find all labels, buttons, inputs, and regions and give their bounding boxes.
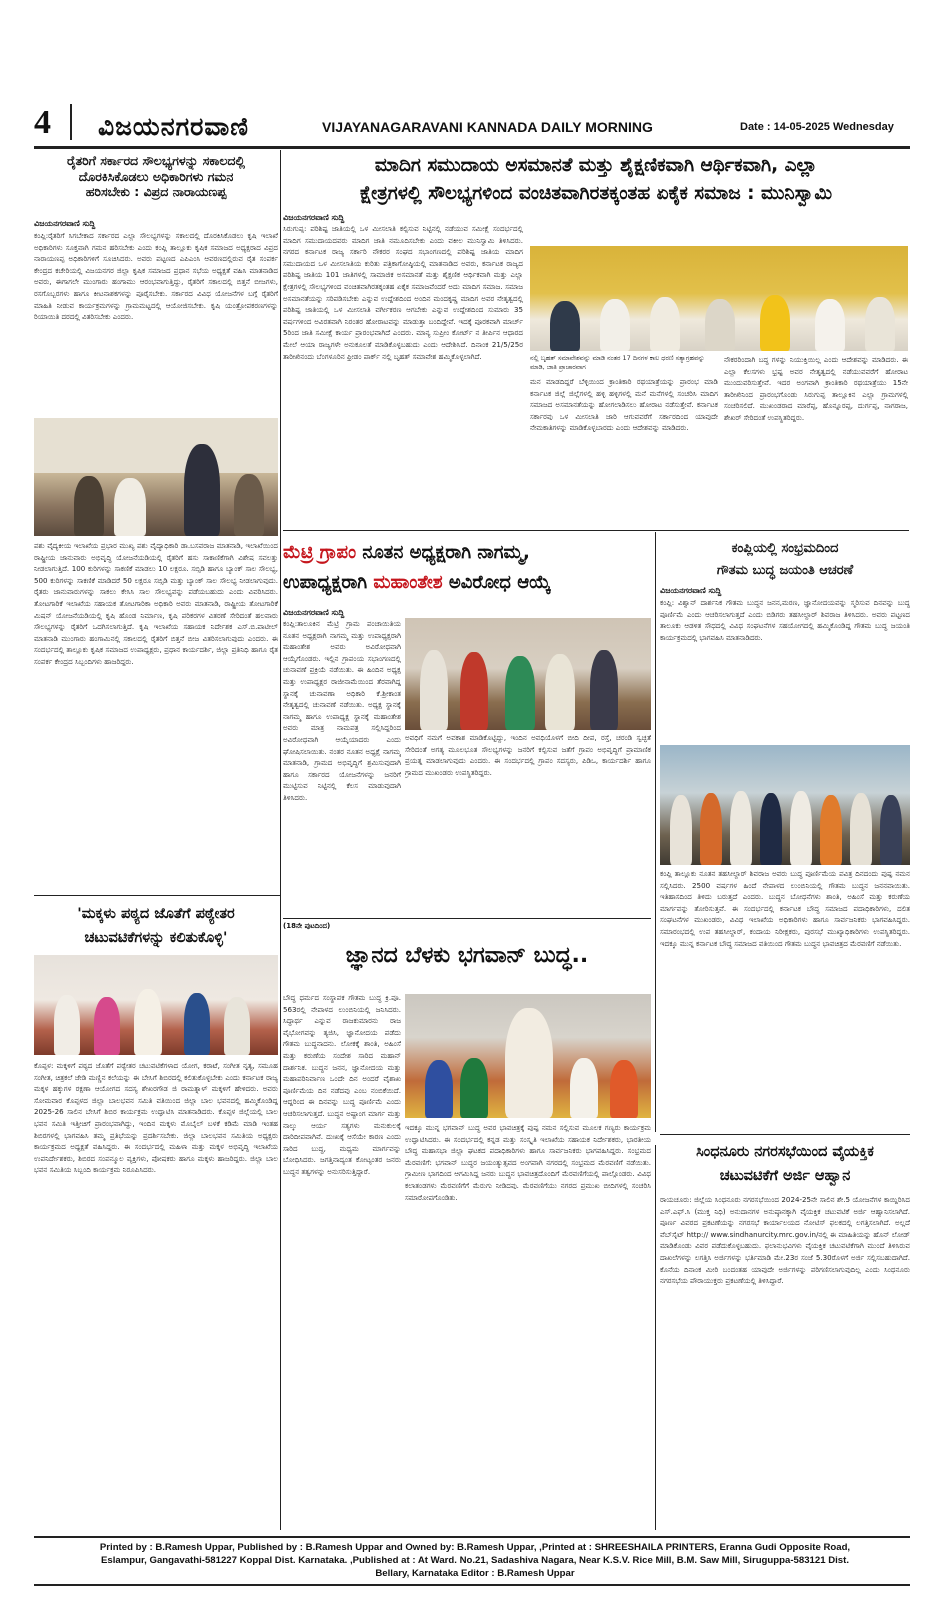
headline-text: ನೂತನ ಅಧ್ಯಕ್ಷರಾಗಿ xyxy=(356,542,478,563)
headline-place: ಮೆಟ್ರಿ ಗ್ರಾಪಂ xyxy=(283,542,357,563)
article-buddha-light-headline: ಜ್ಞಾನದ ಬೆಳಕು ಭಗವಾನ್ ಬುದ್ಧ.. xyxy=(345,943,589,968)
article-body: ಕಂಪ್ಲಿ:ತಾಲೂಕಿನ ಮೆಟ್ರಿ ಗ್ರಾಮ ಪಂಚಾಯಿತಿಯ ನೂತನ ಅಧ್ಯಕ್ಷರಾಗಿ ನಾಗಮ್ಮ ಮತ್ತು ಉಪಾಧ್ಯಕ್ಷರಾಗಿ ಮಹಾಂತೇಶ ಅವರು ಅವಿರೋಧವಾಗಿ ಆಯ್ಕೆಗೊಂಡರು. ಇಲ್ಲಿನ ಗ್ರಾಪಂಯ ಸಭಾಂಗಣದಲ್ಲಿ ಚುನಾವಣೆ ಪ್ರಕ್ರಿಯೆ ನಡೆಯಿತು. ಈ ಹಿಂದಿನ ಅಧ್ಯಕ್ಷ ಮತ್ತು ಉಪಾಧ್ಯಕ್ಷರ ರಾಜೀನಾಮೆಯಿಂದ ತೆರವಾಗಿದ್ದ ಸ್ಥಾನಕ್ಕೆ ಚುನಾವಣಾ ಅಧಿಕಾರಿ ಕೆ.ಶ್ರೀಕಾಂತ ನೇತೃತ್ವದಲ್ಲಿ ಚುನಾವಣೆ ನಡೆಯಿತು. ಅಧ್ಯಕ್ಷ ಸ್ಥಾನಕ್ಕೆ ನಾಗಮ್ಮ ಹಾಗೂ ಉಪಾಧ್ಯಕ್ಷ ಸ್ಥಾನಕ್ಕೆ ಮಹಾಂತೇಶ ಅವರು ಮಾತ್ರ ನಾಮಪತ್ರ ಸಲ್ಲಿಸಿದ್ದರಿಂದ ಅವಿರೋಧವಾಗಿ ಆಯ್ಕೆಯಾದರು ಎಂದು ಘೋಷಿಸಲಾಯಿತು. ನಂತರ ನೂತನ ಅಧ್ಯಕ್ಷೆ ನಾಗಮ್ಮ ಮಾತನಾಡಿ, ಗ್ರಾಮದ ಅಭಿವೃದ್ಧಿಗೆ ಶ್ರಮಿಸುವುದಾಗಿ ಹಾಗೂ ಸರ್ಕಾರದ ಯೋಜನೆಗಳನ್ನು ಜನರಿಗೆ ಮುಟ್ಟಿಸುವ ನಿಟ್ಟಿನಲ್ಲಿ ಕೆಲಸ ಮಾಡುವುದಾಗಿ ತಿಳಿಸಿದರು. xyxy=(283,619,401,802)
column-divider-left xyxy=(280,150,281,1530)
headline-line: ಸಿಂಧನೂರು ನಗರಸಭೆಯಿಂದ ವೈಯಕ್ತಿಕ xyxy=(696,1144,874,1160)
article-body: ರಾಯಚೂರು: ಜಿಲ್ಲೆಯ ಸಿಂಧನೂರು ನಗರಸಭೆಯಿಂದ 2024-25ನೇ ಸಾಲಿನ ಶೇ.5 ಯೋಜನೆಗಳ ಕಾಯ್ದಿರಿಸಿದ ಎಸ್.ಎಫ್.ಸಿ (ಮುಕ್ತ ನಿಧಿ) ಅನುದಾನಗಳ ಅನುಷ್ಠಾನಕ್ಕಾಗಿ ವೈಯಕ್ತಿಕ ಚಟುವಟಿಕೆ ಅರ್ಜಿ ಆಹ್ವಾನಿಸಲಾಗಿದೆ. ಪೂರ್ಣ ವಿವರದ ಪ್ರಕಟಣೆಯನ್ನು ನಗರಸಭೆ ಕಾರ್ಯಾಲಯದ ನೋಟಿಸ್ ಫಲಕದಲ್ಲಿ ಲಗತ್ತಿಸಲಾಗಿದೆ. ಅಲ್ಲದೆ ವೆಬ್‌ಸೈಟ್ http:// www.sindhanurcity.mrc.gov.in/ನಲ್ಲಿ ಈ ಮಾಹಿತಿಯನ್ನು ಹೊನ್ ಲೋಡ್ ಮಾಡಿಕೊಂಡು ವಿವರ ಪಡೆದುಕೊಳ್ಳಬಹುದು. ಫಲಾನುಭವಿಗಳು ವೈಯಕ್ತಿಕ ಚಟುವಟಿಕೆಗಾಗಿ ಮುಂದೆ ತಿಳಿಸಿರುವ ದಾಖಲೆಗಳನ್ನು ಲಗತ್ತಿಸಿ ಅರ್ಜಿಗಳನ್ನು ಭರ್ತಿಮಾಡಿ ಮೇ.23ರ ಸಂಜೆ 5.30ರೊಳಗೆ ಅರ್ಜಿ ಸಲ್ಲಿಸಬಹುದಾಗಿದೆ. ಕೊನೆಯ ದಿನಾಂಕ ಮೀರಿ ಬಂದಂತಹ ಯಾವುದೇ ಅರ್ಜಿಗಳನ್ನು ಪರಿಗಣಿಸಲಾಗುವುದಿಲ್ಲ ಎಂದು ಸಿಂಧನೂರು ನಗರಸಭೆಯ ಪೌರಾಯುಕ್ತರು ಪ್ರಕಟಣೆಯಲ್ಲಿ ತಿಳಿಸಿದ್ದಾರೆ. xyxy=(660,1195,910,1286)
headline-line: ಗೌತಮ ಬುದ್ಧ ಜಯಂತಿ ಆಚರಣೆ xyxy=(716,563,854,578)
article-metri-headline xyxy=(283,538,651,598)
headline-line: ಹರಿಸಬೇಕು : ವಿಪ್ರದ ನಾರಾಯಣಪ್ಪ xyxy=(85,184,227,200)
section-rule xyxy=(283,530,909,531)
headline-name: ನಾಗಮ್ಮ, xyxy=(477,542,530,563)
section-rule xyxy=(34,895,280,896)
dateline: ವಿಜಯನಗರವಾಣಿ ಸುದ್ದಿ xyxy=(283,213,345,222)
article-body: ಕೊಪ್ಪಳ: ಮಕ್ಕಳಿಗೆ ಪಠ್ಯದ ಜೊತೆಗೆ ಪಠ್ಯೇತರ ಚಟುವಟಿಕೆಗಳಾದ ಯೋಗ, ಕರಾಟೆ, ಸಂಗೀತ ನೃತ್ಯ, ಸಮೂಹ ಸಂಗೀತ, ಚಿತ್ರಕಲೆ ಜೇಡಿ ಮಣ್ಣಿನ ಕಲೆಯನ್ನು ಈ ಬೇಸಿಗೆ ಶಿಬಿರದಲ್ಲಿ ಕಲಿತುಕೊಳ್ಳಬೇಕು ಎಂದು ಕರ್ನಾಟಕ ರಾಜ್ಯ ಮಕ್ಕಳ ಹಕ್ಕುಗಳ ರಕ್ಷಣಾ ಆಯೋಗದ ಸದಸ್ಯ ಶೇಖರಗೌಡ ಜಿ ರಾಮತ್ನಾಳ್ ಮಕ್ಕಳಿಗೆ ಹೇಳಿದರು. ಅವರು ಸೋಮವಾರ ಕೊಪ್ಪಳದ ಜಿಲ್ಲಾ ಬಾಲಭವನ ಸಮಿತಿ ವತಿಯಿಂದ ಜಿಲ್ಲಾ ಬಾಲ ಭವನದಲ್ಲಿ ಹಮ್ಮಿಕೊಂಡಿದ್ದ 2025-26 ಸಾಲಿನ ಬೇಸಿಗೆ ಶಿಬಿರ ಕಾರ್ಯಕ್ರಮ ಉದ್ಘಾಟಿಸಿ ಮಾತನಾಡಿದರು. ಕೊಪ್ಪಳ ಜಿಲ್ಲೆಯಲ್ಲಿ ಬಾಲ ಭವನ ಸಮಿತಿ ಇತ್ತೀಚಿಗೆ ಪ್ರಾರಂಭವಾಗಿದ್ದು, ಇಂದಿನ ಮಕ್ಕಳು ಮೊಬೈಲ್ ಬಳಕೆ ಕಡಿಮೆ ಮಾಡಿ ಇಂತಹ ಶಿಬಿರಗಳಲ್ಲಿ ಭಾಗವಹಿಸಿ ತಮ್ಮ ಪ್ರತಿಭೆಯನ್ನು ಪ್ರದರ್ಶಿಸಬೇಕು. ಜಿಲ್ಲಾ ಬಾಲಭವನ ಸಮಿತಿಯ ಅಧ್ಯಕ್ಷರು ಕಾರ್ಯಕ್ರಮದ ಅಧ್ಯಕ್ಷತೆ ವಹಿಸಿದ್ದರು. ಈ ಸಂದರ್ಭದಲ್ಲಿ ಮಹಿಳಾ ಮತ್ತು ಮಕ್ಕಳ ಅಭಿವೃದ್ಧಿ ಇಲಾಖೆಯ ಉಪನಿರ್ದೇಶಕರು, ಶಿಬಿರದ ಸಂಪನ್ಮೂಲ ವ್ಯಕ್ತಿಗಳು, ಪೋಷಕರು ಹಾಗೂ ಮಕ್ಕಳು ಹಾಜರಿದ್ದರು. ಜಿಲ್ಲಾ ಬಾಲ ಭವನ ಸಮಿತಿಯ ಸಿಬ್ಬಂದಿ ಕಾರ್ಯಕ್ರಮ ನಿರೂಪಿಸಿದರು. xyxy=(34,1061,278,1175)
section-rule xyxy=(660,1134,910,1135)
headline-line xyxy=(283,568,651,598)
footer-line: Eslampur, Gangavathi-581227 Koppal Dist. Karnataka. ,Published at : At Ward. No.21, Sadashiva Nagara, Near K.S.V. Rice Mill, B.M. Saw Mill, Siruguppa-583121 Dist. xyxy=(100,1555,849,1566)
headline-line: ರೈತರಿಗೆ ಸರ್ಕಾರದ ಸೌಲಭ್ಯಗಳನ್ನು ಸಕಾಲದಲ್ಲಿ xyxy=(67,153,245,168)
photo-summer-camp xyxy=(34,955,278,1055)
footer-line: Bellary, Karnataka Editor : B.Ramesh Uppar xyxy=(375,1568,575,1579)
article-madiga-headline xyxy=(283,152,909,208)
footer-rule xyxy=(34,1536,910,1538)
masthead-divider xyxy=(70,104,72,140)
page-number: 4 xyxy=(34,104,51,141)
headline-text: ಉಪಾಧ್ಯಕ್ಷರಾಗಿ xyxy=(283,572,374,593)
photo-press-meet xyxy=(530,246,908,351)
kicker: (18ನೇ ಪುಟದಿಂದ) xyxy=(283,922,331,930)
headline-line: ಮಾದಿಗ ಸಮುದಾಯ ಅಸಮಾನತೆ ಮತ್ತು ಶೈಕ್ಷಣಿಕವಾಗಿ ಆರ್ಥಿಕವಾಗಿ, ಎಲ್ಲಾ xyxy=(374,155,818,176)
headline-line: ಕ್ಷೇತ್ರಗಳಲ್ಲಿ ಸೌಲಭ್ಯಗಳಿಂದ ವಂಚಿತವಾಗಿರತಕ್ಕಂತಹ ಏಕೈಕ ಸಮಾಜ : ಮುನಿಸ್ವಾಮಿ xyxy=(359,183,833,204)
article-body-continued: ಅವಧಿಗೆ ನಮಗೆ ಅವಕಾಶ ಮಾಡಿಕೊಟ್ಟಿದ್ದು, ಇಂದಿನ ಅವಧಿಯೊಳಗೆ ಬೀದಿ ದೀಪ, ರಸ್ತೆ, ಚರಂಡಿ ಸ್ವಚ್ಛತೆ ಸೇರಿದಂತೆ ಅಗತ್ಯ ಮೂಲಭೂತ ಸೌಲಭ್ಯಗಳನ್ನು ಜನರಿಗೆ ಕಲ್ಪಿಸುವ ಜತೆಗೆ ಗ್ರಾಪಂ ಅಭಿವೃದ್ಧಿಗೆ ಪ್ರಾಮಾಣಿಕ ಪ್ರಯತ್ನ ಮಾಡಲಾಗುವುದು ಎಂದರು. ಈ ಸಂದರ್ಭದಲ್ಲಿ ಗ್ರಾಪಂ ಸದಸ್ಯರು, ಪಿಡಿಒ, ಕಾರ್ಯದರ್ಶಿ ಹಾಗೂ ಗ್ರಾಮದ ಮುಖಂಡರು ಉಪಸ್ಥಿತರಿದ್ದರು. xyxy=(405,733,651,777)
masthead-subtitle: VIJAYANAGARAVANI KANNADA DAILY MORNING xyxy=(322,119,653,135)
headline-line: ಚಟುವಟಿಕೆಗೆ ಅರ್ಜಿ ಆಹ್ವಾನ xyxy=(719,1168,851,1184)
photo-felicitation xyxy=(405,618,651,730)
article-body-continued: ಮನ ಮಾಡದಿದ್ದರೆ ಬೆಳ್ಳಿಯಿಂದ ಕ್ರಾಂತಿಕಾರಿ ರಥಯಾತ್ರೆಯನ್ನು ಪ್ರಾರಂಭ ಮಾಡಿ ಕರ್ನಾಟಕ ಜಿಲ್ಲೆ ಜಿಲ್ಲೆಗಳಲ್ಲಿ ಹಳ್ಳಿ ಹಳ್ಳಿಗಳಲ್ಲಿ ಮನೆ ಮನೆಗಳಲ್ಲಿ ಸಂಚರಿಸಿ ಮಾದಿಗ ಸಮಾಜದ ಅಸಮಾನತೆಯನ್ನು ಹೋಗಲಾಡಿಸಲು ಹೋರಾಟ ನಡೆಸುತ್ತೇವೆ. ಕರ್ನಾಟಕ ಸರ್ಕಾರವು ಒಳ ಮೀಸಲಾತಿ ಜಾರಿ ಆಗುವವರೆಗೆ ಸರ್ಕಾರದಿಂದ ಯಾವುದೇ ನೇಮಕಾತಿಗಳನ್ನು ಮಾಡಿಕೊಳ್ಳಬಾರದು ಎಂದು ಆದೇಶವನ್ನು ಮಾಡಿದರು. xyxy=(530,377,718,433)
headline-line: 'ಮಕ್ಕಳು ಪಠ್ಯದ ಜೊತೆಗೆ ಪಠ್ಯೇತರ xyxy=(77,906,235,922)
article-body-continued: ನೌಕರರಿಂದಾಗಿ ಬದ್ಧ ಗಳನ್ನು ನಿಯುಕ್ತಿಯಿಲ್ಲ ಎಂದು ಆದೇಶವನ್ನು ಮಾಡಿದರು. ಈ ಎಲ್ಲಾ ಕೆಲಸಗಳು ಭ್ರಷ್ಟ ಅವರ ನೇತೃತ್ವದಲ್ಲಿ ನಡೆಯುವವರೆಗೆ ಹೋರಾಟ ಮುಂದುವರಿಸುತ್ತೇವೆ. ಇದರ ಅಂಗವಾಗಿ ಕ್ರಾಂತಿಕಾರಿ ರಥಯಾತ್ರೆಯು 15ನೇ ತಾರೀಖಿನಿಂದ ಪ್ರಾರಂಭಗೊಂಡು ಸಿರುಗುಪ್ಪ ತಾಲ್ಲೂಕಿನ ಎಲ್ಲಾ ಗ್ರಾಮಗಳಲ್ಲಿ ಸಂಚರಿಸಲಿದೆ. ಮುಖಂಡರಾದ ಮಾರೆಪ್ಪ, ಹೊನ್ನೂರಪ್ಪ, ದುರ್ಗಪ್ಪ, ನಾಗರಾಜ, ಶೇಖರ್ ಸೇರಿದಂತೆ ಉಪಸ್ಥಿತರಿದ್ದರು. xyxy=(724,355,908,422)
article-body-continued: ಇದಕ್ಕೂ ಮುನ್ನ ಭಗವಾನ್ ಬುದ್ಧ ಅವರ ಭಾವಚಿತ್ರಕ್ಕೆ ಪುಷ್ಪ ನಮನ ಸಲ್ಲಿಸುವ ಮೂಲಕ ಗಣ್ಯರು ಕಾರ್ಯಕ್ರಮ ಉದ್ಘಾಟಿಸಿದರು. ಈ ಸಂದರ್ಭದಲ್ಲಿ ಕನ್ನಡ ಮತ್ತು ಸಂಸ್ಕೃತಿ ಇಲಾಖೆಯ ಸಹಾಯಕ ನಿರ್ದೇಶಕರು, ಭಾರತೀಯ ಬೌದ್ಧ ಮಹಾಸಭಾ ಜಿಲ್ಲಾ ಘಟಕದ ಪದಾಧಿಕಾರಿಗಳು ಹಾಗೂ ಸಾರ್ವಜನಿಕರು ಭಾಗವಹಿಸಿದ್ದರು. ಸಂಭ್ರಮದ ಮೆರವಣಿಗೆ: ಭಗವಾನ್ ಬುದ್ಧರ ಜಯಂತ್ಯುತ್ಸವದ ಅಂಗವಾಗಿ ನಗರದಲ್ಲಿ ಸಂಭ್ರಮದ ಮೆರವಣಿಗೆ ನಡೆಯಿತು. ಗ್ರಾಮೀಣ ಭಾಗದಿಂದ ಆಗಮಿಸಿದ್ದ ಜನರು ಬುದ್ಧನ ಭಾವಚಿತ್ರದೊಂದಿಗೆ ಮೆರವಣಿಗೆಯಲ್ಲಿ ಪಾಲ್ಗೊಂಡರು. ವಿವಿಧ ಕಲಾತಂಡಗಳು ಮೆರವಣಿಗೆಗೆ ಮೆರುಗು ನೀಡಿದವು. ಮೆರವಣಿಗೆಯು ನಗರದ ಪ್ರಮುಖ ಬೀದಿಗಳಲ್ಲಿ ಸಂಚರಿಸಿ ಸಮಾರೋಪಗೊಂಡಿತು. xyxy=(405,1123,651,1202)
article-body-continued: ಪಶು ವೈದ್ಯಕೀಯ ಇಲಾಖೆಯ ಪ್ರಭಾರ ಮುಖ್ಯ ಪಶು ವೈದ್ಯಾಧಿಕಾರಿ ಡಾ.ಬಸವರಾಜ ಮಾತನಾಡಿ, ಇಲಾಖೆಯಿಂದ ರಾಷ್ಟ್ರೀಯ ಜಾನುವಾರು ಅಭಿವೃದ್ಧಿ ಯೋಜನೆಯಡಿಯಲ್ಲಿ ರೈತರಿಗೆ ಹಸು ಸಾಕಾಣಿಕೆಗಾಗಿ ವಿಶೇಷ ಸವಲತ್ತು ನೀಡಲಾಗುತ್ತಿದೆ. 100 ಕುರಿಗಳನ್ನು ಸಾಕಣಿಕೆ ಮಾಡಲು 10 ಲಕ್ಷರೂ. ಸಬ್ಸಿಡಿ ಹಾಗೂ ಬ್ಯಾಂಕ್ ಸಾಲ ಸೌಲಭ್ಯ, 500 ಕುರಿಗಳನ್ನು ಸಾಕಣಿಕೆ ಮಾಡಿದರೆ 50 ಲಕ್ಷರೂ ಸಬ್ಸಿಡಿ ಮತ್ತು ಬ್ಯಾಂಕ್ ಸಾಲ ಸೌಲಭ್ಯ ನೀಡಲಾಗುವುದು. ರೈತರು ಜಾನುವಾರುಗಳನ್ನು ಸಾಕಲು ಕೇಸಿಸಿ ಸಾಲ ಸೌಲಭ್ಯವನ್ನು ಪಡೆಯಬಹುದು ಎಂದು ವಿವರಿಸಿದರು. ತೋಟಗಾರಿಕೆ ಇಲಾಖೆಯ ಸಹಾಯಕ ತೋಟಗಾರಿಕಾ ಅಧಿಕಾರಿ ಅವರು ಮಾತನಾಡಿ, ರಾಷ್ಟ್ರೀಯ ತೋಟಗಾರಿಕೆ ಮಿಷನ್ ಯೋಜನೆಯಡಿಯಲ್ಲಿ ಕೃಷಿ ಹೊಂಡ ನಿರ್ಮಾಣ, ಕೃಷಿ ಪರಿಕರಗಳ ವಿತರಣೆ ಸೇರಿದಂತೆ ಹಲವಾರು ಸೌಲಭ್ಯಗಳನ್ನು ರೈತರಿಗೆ ಒದಗಿಸಲಾಗುತ್ತಿದೆ. ಕೃಷಿ ಇಲಾಖೆಯ ಸಹಾಯಕ ನಿರ್ದೇಶಕ ಎಸ್.ಬಿ.ಪಾಟೀಲ್ ಮಾತನಾಡಿ ಮುಂಗಾರು ಹಂಗಾಮಿನಲ್ಲಿ ಸಕಾಲದಲ್ಲಿ ರೈತರಿಗೆ ಬಿತ್ತನೆ ಬೀಜ ವಿತರಿಸಲಾಗುವುದು ಎಂದರು. ಈ ಸಂದರ್ಭದಲ್ಲಿ ತಾಲ್ಲೂಕು ಕೃಷಿಕ ಸಮಾಜದ ಉಪಾಧ್ಯಕ್ಷರು, ಪ್ರಧಾನ ಕಾರ್ಯದರ್ಶಿ, ಜಿಲ್ಲಾ ಪ್ರತಿನಿಧಿ ಹಾಗೂ ರೈತ ಸಂಪರ್ಕ ಕೇಂದ್ರದ ಸಿಬ್ಬಂದಿಗಳು ಹಾಜರಿದ್ದರು. xyxy=(34,541,278,666)
footer-line: Printed by : B.Ramesh Uppar, Published by : B.Ramesh Uppar and Owned by: B.Ramesh Uppar, ,Printed at : SHREESHAILA PRINTERS, Eranna Gudi Opposite Road, xyxy=(99,1542,851,1553)
article-body: ಕಂಪ್ಲಿ: ವಿಶ್ವಾನ್ ದಾರ್ಶನಿಕ ಗೌತಮ ಬುದ್ಧನ ಜನನ,ಮರಣ, ಜ್ಞಾನೋದಯವನ್ನು ಸ್ಮರಿಸುವ ದಿನವನ್ನು ಬುದ್ಧ ಪೂರ್ಣಿಮೆ ಎಂದು ಆಚರಿಸಲಾಗುತ್ತದೆ ಎಂದು ಬಿಡಿಗರು ತಹಸೀಲ್ದಾರ್ ಶಿವರಾಜ ತಿಳಿಸಿದರು. ಅವರು ಪಟ್ಟಣದ ತಾಲೂಕು ಆಡಳಿತ ಸೌಧದಲ್ಲಿ ವಿವಿಧ ಸಂಘಟನೆಗಳ ಸಹಯೋಗದಲ್ಲಿ ಹಮ್ಮಿಕೊಂಡಿದ್ದ ಗೌತಮ ಬುದ್ಧ ಜಯಂತಿ ಕಾರ್ಯಕ್ರಮದಲ್ಲಿ ಭಾಗವಹಿಸಿ ಮಾತನಾಡಿದರು. xyxy=(660,598,910,642)
footer-rule-bottom xyxy=(34,1584,910,1586)
section-rule xyxy=(283,918,651,919)
headline-line: ಚಟುವಟಿಕೆಗಳನ್ನು ಕಲಿತುಕೊಳ್ಳಿ' xyxy=(84,930,228,946)
masthead-date: Date : 14-05-2025 Wednesday xyxy=(740,121,894,133)
headline-text: ಅವಿರೋಧ ಆಯ್ಕೆ xyxy=(442,572,551,593)
column-divider-right xyxy=(655,532,656,1132)
article-farmers-headline xyxy=(34,153,278,200)
column-divider-right-lower xyxy=(655,1145,656,1530)
photo-caption: ನಲ್ಲಿ ಬೃಹತ್ ಸಮಾವೇಶವನ್ನು ಮಾಡಿ ನಂತರ 17 ದಿನಗಳ ಕಾಲ ಧರಣಿ ಸತ್ಯಾಗ್ರಹವನ್ನು ಮಾಡಿ, ಜಾತಿ ಪ್ರಾಚಾರವಾಗ xyxy=(530,354,705,371)
headline-line: ಕಂಪ್ಲಿಯಲ್ಲಿ ಸಂಭ್ರಮದಿಂದ xyxy=(731,541,839,556)
article-body: ಕಂಪ್ಲಿ:ರೈತರಿಗೆ ಸಿಗಬೇಕಾದ ಸರ್ಕಾರದ ಎಲ್ಲಾ ಸೌಲಭ್ಯಗಳನ್ನು ಸಕಾಲದಲ್ಲಿ ದೊರಕಿಸಿಕೊಡಲು ಕೃಷಿ ಇಲಾಖೆ ಅಧಿಕಾರಿಗಳು ಸೂಕ್ತವಾಗಿ ಗಮನ ಹರಿಸಬೇಕು ಎಂದು ಕಂಪ್ಲಿ ತಾಲ್ಲೂಕು ಕೃಷಿಕ ಸಮಾಜದ ಅಧ್ಯಕ್ಷರಾದ ವಿಪ್ರದ ನಾರಾಯಣಪ್ಪ ಅಧಿಕಾರಿಗಳಿಗೆ ಸೂಚಿಸಿದರು. ಅವರು ಪಟ್ಟಣದ ಎಪಿಎಂಸಿ ಆವರಣದಲ್ಲಿರುವ ರೈತ ಸಂಪರ್ಕ ಕೇಂದ್ರದ ಕಚೇರಿಯಲ್ಲಿ ವಿಜಯನಗರ ಜಿಲ್ಲಾ ಕೃಷಿಕ ಸಮಾಜದ ಪ್ರಧಾನ ಸಭೆಯ ಅಧ್ಯಕ್ಷತೆ ವಹಿಸಿ ಮಾತನಾಡಿದ ಅವರು, ಈಗಾಗಲೇ ಮುಂಗಾರು ಹಂಗಾಮು ಆರಂಭವಾಗುತ್ತಿದ್ದು, ರೈತರಿಗೆ ಸಕಾಲದಲ್ಲಿ ಬಿತ್ತನೆ ಬೀಜಗಳು, ರಸಗೊಬ್ಬರಗಳು ಹಾಗೂ ಕೀಟನಾಶಕಗಳನ್ನು ಪೂರೈಸಬೇಕು. ಸರ್ಕಾರದ ವಿವಿಧ ಯೋಜನೆಗಳ ಬಗ್ಗೆ ರೈತರಿಗೆ ಮಾಹಿತಿ ನೀಡುವ ಕಾರ್ಯಕ್ರಮಗಳನ್ನು ಗ್ರಾಮಮಟ್ಟದಲ್ಲಿ ಆಯೋಜಿಸಬೇಕು. ಕೃಷಿ ಯಂತ್ರೋಪಕರಣಗಳನ್ನು ರಿಯಾಯಿತಿ ದರದಲ್ಲಿ ವಿತರಿಸಬೇಕು ಎಂದರು. xyxy=(34,231,278,322)
masthead-title: ವಿಜಯನಗರವಾಣಿ xyxy=(98,112,249,141)
article-children-headline xyxy=(34,902,278,950)
photo-buddha-statue xyxy=(405,994,651,1118)
article-body: ಬೌದ್ಧ ಧರ್ಮದ ಸಂಸ್ಥಾಪಕ ಗೌತಮ ಬುದ್ಧ ಕ್ರಿ.ಪೂ. 563ರಲ್ಲಿ ನೇಪಾಳದ ಲುಂಬಿನಿಯಲ್ಲಿ ಜನಿಸಿದರು. ಸಿದ್ಧಾರ್ಥ ಎನ್ನುವ ರಾಜಕುಮಾರನು ರಾಜ ವೈಭೋಗವನ್ನು ತ್ಯಜಿಸಿ, ಜ್ಞಾನೋದಯ ಪಡೆದು ಗೌತಮ ಬುದ್ಧನಾದನು. ಲೋಕಕ್ಕೆ ಶಾಂತಿ, ಅಹಿಂಸೆ ಮತ್ತು ಕರುಣೆಯ ಸಂದೇಶ ಸಾರಿದ ಮಹಾನ್ ದಾರ್ಶನಿಕ. ಬುದ್ಧನ ಜನನ, ಜ್ಞಾನೋದಯ ಮತ್ತು ಮಹಾಪರಿನಿರ್ವಾಣ ಒಂದೇ ದಿನ ಅಂದರೆ ವೈಶಾಖ ಪೂರ್ಣಿಮೆಯ ದಿನ ನಡೆದವು ಎಂಬ ನಂಬಿಕೆಯಿದೆ. ಆದ್ದರಿಂದ ಈ ದಿನವನ್ನು ಬುದ್ಧ ಪೂರ್ಣಿಮೆ ಎಂದು ಆಚರಿಸಲಾಗುತ್ತದೆ. ಬುದ್ಧನ ಅಷ್ಟಾಂಗ ಮಾರ್ಗ ಮತ್ತು ನಾಲ್ಕು ಆರ್ಯ ಸತ್ಯಗಳು ಮನುಕುಲಕ್ಕೆ ದಾರಿದೀಪವಾಗಿವೆ. ದುಃಖಕ್ಕೆ ಆಸೆಯೇ ಕಾರಣ ಎಂದು ಸಾರಿದ ಬುದ್ಧ, ಮಧ್ಯಮ ಮಾರ್ಗವನ್ನು ಬೋಧಿಸಿದರು. ಜಗತ್ತಿನಾದ್ಯಂತ ಕೋಟ್ಯಂತರ ಜನರು ಬುದ್ಧನ ತತ್ವಗಳನ್ನು ಅನುಸರಿಸುತ್ತಿದ್ದಾರೆ. xyxy=(283,993,401,1176)
headline-line: ದೊರಕಿಸಿಕೊಡಲು ಅಧಿಕಾರಿಗಳು ಗಮನ xyxy=(78,168,234,184)
photo-jayanthi-group xyxy=(660,745,910,865)
footer-imprint xyxy=(50,1541,900,1580)
dateline: ವಿಜಯನಗರವಾಣಿ ಸುದ್ದಿ xyxy=(34,219,96,228)
headline-name: ಮಹಾಂತೇಶ xyxy=(373,572,443,593)
headline-line xyxy=(283,538,651,568)
article-buddha-headline xyxy=(660,538,910,582)
article-sindhanur-headline xyxy=(660,1140,910,1188)
dateline: ವಿಜಯನಗರವಾಣಿ ಸುದ್ದಿ xyxy=(660,586,722,595)
masthead-rule xyxy=(34,146,910,149)
photo-meeting xyxy=(34,418,278,536)
dateline: ವಿಜಯನಗರವಾಣಿ ಸುದ್ದಿ xyxy=(283,608,345,617)
article-body: ಸಿರುಗುಪ್ಪ: ಪರಿಶಿಷ್ಟ ಜಾತಿಯಲ್ಲಿ ಒಳ ಮೀಸಲಾತಿ ಕಲ್ಪಿಸುವ ನಿಟ್ಟಿನಲ್ಲಿ ನಡೆಯುವ ಸಮೀಕ್ಷೆ ಸಂದರ್ಭದಲ್ಲಿ ಮಾದಿಗ ಸಮುದಾಯದವರು ಮಾದಿಗ ಜಾತಿ ನಮೂದಿಸಬೇಕು ಎಂದು ವಕೀಲ ಮುನಿಸ್ವಾಮಿ ತಿಳಿಸಿದರು. ನಗರದ ಕರ್ನಾಟಕ ರಾಜ್ಯ ಸರ್ಕಾರಿ ನೌಕರರ ಸಂಘದ ಸಭಾಂಗಣದಲ್ಲಿ ಪರಿಶಿಷ್ಟ ಜಾತಿಯ ಮಾದಿಗ ಸಮುದಾಯದ ಒಳ ಮೀಸಲಾತಿಯ ಕುರಿತು ಪತ್ರಿಕಾಗೋಷ್ಠಿಯಲ್ಲಿ ಮಾತನಾಡಿದ ಅವರು, ಕರ್ನಾಟಕ ರಾಜ್ಯದ ಪರಿಶಿಷ್ಟ ಜಾತಿಯ 101 ಜಾತಿಗಳಲ್ಲಿ ಸಾಮಾಜಿಕ ಅಸಮಾನತೆ ಮತ್ತು ಶೈಕ್ಷಣಿಕ ಆರ್ಥಿಕವಾಗಿ ಮತ್ತು ಎಲ್ಲಾ ಕ್ಷೇತ್ರಗಳಲ್ಲಿ ಸೌಲಭ್ಯಗಳಿಂದ ವಂಚಿತವಾಗಿರತಕ್ಕಂತಹ ಏಕೈಕ ಸಮಾಜವೆಂದರೆ ಅದು ಮಾದಿಗ ಸಮಾಜ. ಸಮಾಜ ಅಸಮಾನತೆಯನ್ನು ಸರಿಪಡಿಸಬೇಕು ಎನ್ನುವ ಉದ್ದೇಶದಿಂದ ಅಂದಿನ ಮಂದಕೃಷ್ಣ ಮಾದಿಗ ಅವರ ನೇತೃತ್ವದಲ್ಲಿ ಪರಿಶಿಷ್ಟ ಜಾತಿಯಲ್ಲಿ ಒಳ ಮೀಸಲಾತಿ ವರ್ಗೀಕರಣ ಆಗಬೇಕು ಎನ್ನುವ ಉದ್ದೇಶದಿಂದ ಸುಮಾರು 35 ವರ್ಷಗಳಿಂದ ಅವಿರತವಾಗಿ ನಿರಂತರ ಹೋರಾಟವನ್ನು ಮಾಡುತ್ತಾ ಬಂದಿದ್ದೇವೆ. ಇದಕ್ಕೆ ಪೂರಕವಾಗಿ ಮಾರ್ಚ್ 5ರಿಂದ ಜಾತಿ ಸಮೀಕ್ಷೆ ಕಾರ್ಯ ಪ್ರಾರಂಭವಾಗಿದೆ ಎಂದರು. ಮಾನ್ಯ ಸುಪ್ರೀಂ ಕೋರ್ಟ್ ನ ತೀರ್ಪಿನ ಆಧಾರದ ಮೇಲೆ ಆಯಾ ರಾಜ್ಯಗಳೇ ಅನುಕೂಲತೆ ಮಾಡಿಕೊಳ್ಳಬಹುದು ಎಂದು ಆದೇಶಿಸಿದೆ. ದಿನಾಂಕ 21/5/25ರ ತಾರೀಖಿನಂದು ಬೆಂಗಳೂರಿನ ಫ್ರೀಡಂ ಪಾರ್ಕ್ ನಲ್ಲಿ ಬೃಹತ್ ಸಮಾವೇಶ ಹಮ್ಮಿಕೊಳ್ಳಲಾಗಿದೆ. xyxy=(283,224,523,361)
article-body-continued: ಕಂಪ್ಲಿ ತಾಲ್ಲೂಕು ನೂತನ ತಹಸೀಲ್ದಾರ್ ಶಿವರಾಜ ಅವರು ಬುದ್ಧ ಪೂರ್ಣಿಮೆಯ ಪವಿತ್ರ ದಿನದಂದು ಪುಷ್ಪ ನಮನ ಸಲ್ಲಿಸಿದರು. 2500 ವರ್ಷಗಳ ಹಿಂದೆ ನೇಪಾಳದ ಲುಂಬಿನಿಯಲ್ಲಿ ಗೌತಮ ಬುದ್ಧನ ಜನನವಾಯಿತು. ಇತಿಹಾಸದಿಂದ ತಿಳಿದು ಬರುತ್ತದೆ ಎಂದರು. ಬುದ್ಧನ ಬೋಧನೆಗಳು ಶಾಂತಿ, ಅಹಿಂಸೆ ಮತ್ತು ಕರುಣೆಯ ಮಾರ್ಗವನ್ನು ತೋರಿಸುತ್ತವೆ. ಈ ಸಂದರ್ಭದಲ್ಲಿ ಕರ್ನಾಟಕ ಬೌದ್ಧ ಸಮಾಜದ ಪದಾಧಿಕಾರಿಗಳು, ದಲಿತ ಸಂಘಟನೆಗಳ ಮುಖಂಡರು, ವಿವಿಧ ಇಲಾಖೆಯ ಅಧಿಕಾರಿಗಳು ಹಾಗೂ ಸಾರ್ವಜನಿಕರು ಭಾಗವಹಿಸಿದ್ದರು. ಸಮಾರಂಭದಲ್ಲಿ ಉಪ ತಹಸೀಲ್ದಾರ್, ಕಂದಾಯ ನಿರೀಕ್ಷಕರು, ಪುರಸಭೆ ಮುಖ್ಯಾಧಿಕಾರಿಗಳು ಉಪಸ್ಥಿತರಿದ್ದರು. ಇದಕ್ಕೂ ಮುನ್ನ ಕರ್ನಾಟಕ ಬೌದ್ಧ ಸಮಾಜದ ವತಿಯಿಂದ ಗೌತಮ ಬುದ್ಧನ ಭಾವಚಿತ್ರದ ಮೆರವಣಿಗೆ ನಡೆಯಿತು. xyxy=(660,869,910,948)
